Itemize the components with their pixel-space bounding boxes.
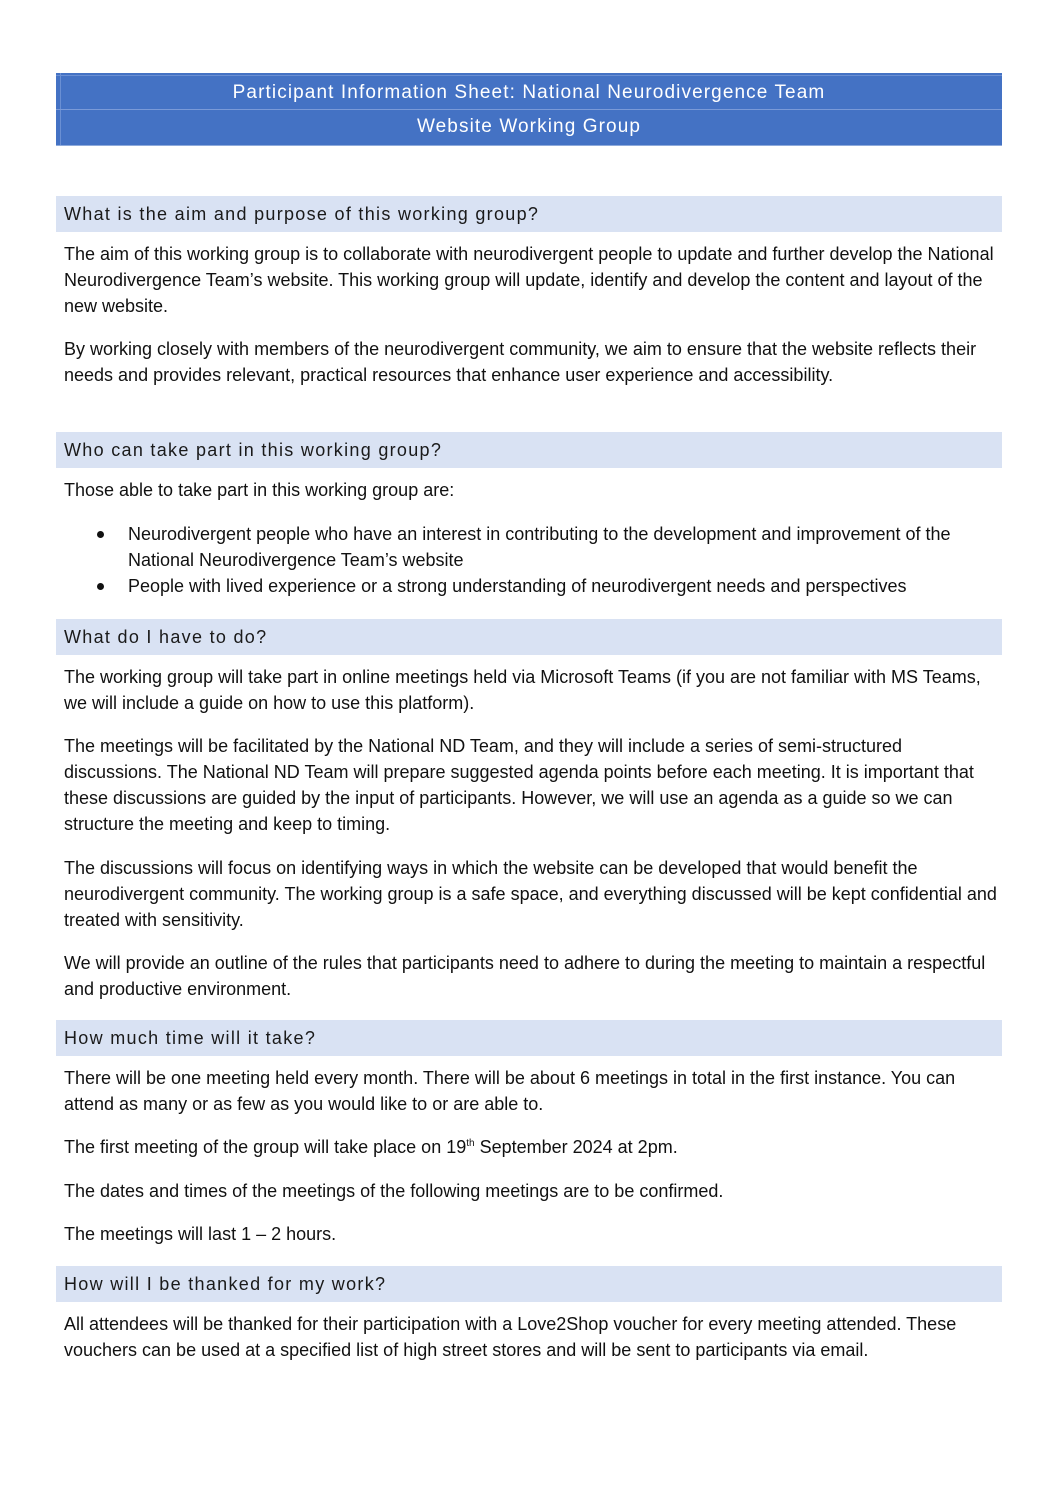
paragraph: Those able to take part in this working group are: [64,480,455,500]
list-item-text: People with lived experience or a strong understanding of neurodivergent needs and perspectives [128,576,907,596]
paragraph: By working closely with members of the neurodivergent community, we aim to ensure that the website reflects their needs and provides relevant, practical resources that enhance user experience and accessibility. [64,339,977,385]
first-meeting-prefix: The first meeting of the group will take place on 19 [64,1137,467,1157]
section-heading-aim: What is the aim and purpose of this working group? [56,196,1002,232]
first-meeting-paragraph [64,1134,1004,1160]
paragraph: We will provide an outline of the rules that participants need to adhere to during the meeting to maintain a respectful and productive environment. [64,953,986,999]
document-subtitle: Website Working Group [56,109,1002,144]
first-meeting-suffix: September 2024 at 2pm. [474,1137,678,1157]
eligibility-list [64,521,1004,599]
list-item-text: Neurodivergent people who have an interest in contributing to the development and improvement of the National Neurodivergence Team’s website [128,524,951,570]
paragraph: The meetings will be facilitated by the National ND Team, and they will include a series of semi-structured discussions. The National ND Team will prepare suggested agenda points before each meeting. It is important that these discussions are guided by the input of participants. However, we will use an agenda as a guide so we can structure the meeting and keep to timing. [64,736,974,834]
bullet-icon [97,531,104,538]
paragraph: The working group will take part in online meetings held via Microsoft Teams (if you are not familiar with MS Teams, we will include a guide on how to use this platform). [64,667,981,713]
document-title: Participant Information Sheet: National Neurodivergence Team [56,75,1002,110]
section-heading-thanks: How will I be thanked for my work? [56,1266,1002,1302]
list-item [64,521,1004,573]
paragraph: The discussions will focus on identifying ways in which the website can be developed that would benefit the neurodivergent community. The working group is a safe space, and everything discussed will be kept confidential and treated with sensitivity. [64,858,997,930]
title-banner [56,73,1002,146]
section-heading-time: How much time will it take? [56,1020,1002,1056]
ordinal-suffix: th [466,1138,475,1149]
paragraph: All attendees will be thanked for their participation with a Love2Shop voucher for every meeting attended. These vouchers can be used at a specified list of high street stores and will be sent to participants via email. [64,1314,957,1360]
paragraph: There will be one meeting held every month. There will be about 6 meetings in total in the first instance. You can attend as many or as few as you would like to or are able to. [64,1068,956,1114]
paragraph: The meetings will last 1 – 2 hours. [64,1224,337,1244]
list-item [64,573,1004,599]
section-heading-what-to-do: What do I have to do? [56,619,1002,655]
bullet-icon [97,583,104,590]
section-heading-who-can-take-part: Who can take part in this working group? [56,432,1002,468]
paragraph: The dates and times of the meetings of the following meetings are to be confirmed. [64,1181,724,1201]
paragraph: The aim of this working group is to collaborate with neurodivergent people to update and further develop the National Neurodivergence Team’s website. This working group will update, identify and develop the content and layout of the new website. [64,244,994,316]
